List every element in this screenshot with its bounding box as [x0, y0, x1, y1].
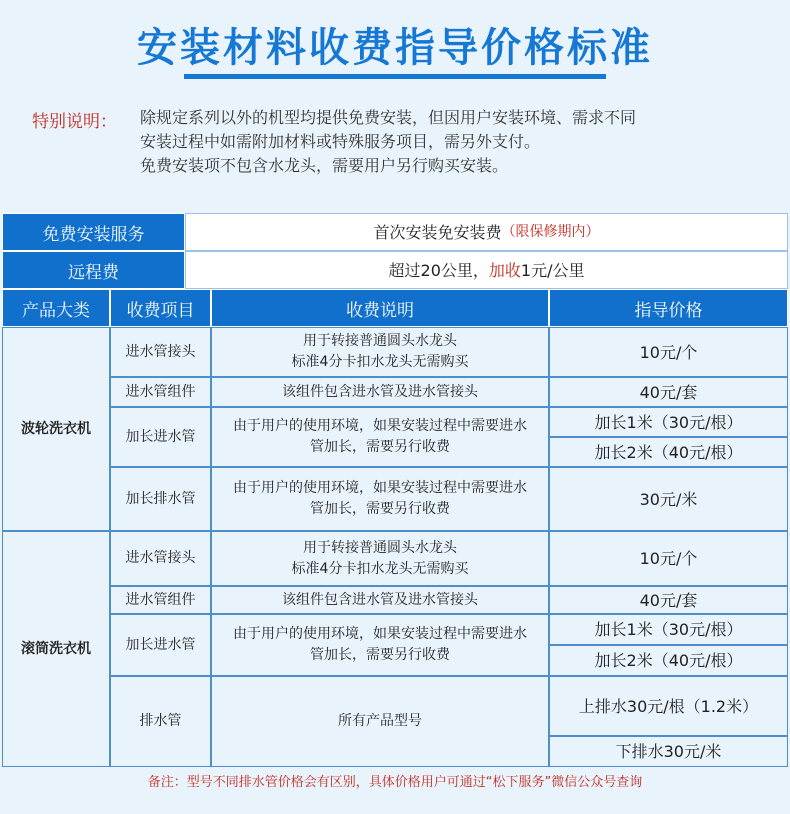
item-desc-line: 用于转接普通圆头水龙头 — [303, 333, 457, 349]
page-title: 安装材料收费指导价格标准 — [137, 25, 653, 71]
item-name: 加长进水管 — [110, 614, 211, 676]
item-price: 加长2米（40元/根） — [549, 645, 788, 676]
item-desc: 该组件包含进水管及进水管接头 — [211, 377, 549, 407]
item-desc-line: 由于用户的使用环境，如果安装过程中需要进水 — [233, 418, 527, 434]
column-header-item: 收费项目 — [110, 289, 211, 327]
item-desc — [211, 614, 549, 676]
item-desc-line: 标准4分卡扣水龙头无需购买 — [291, 354, 469, 370]
item-price: 加长2米（40元/根） — [549, 437, 788, 467]
item-name: 进水管接头 — [110, 531, 211, 586]
free-service-label: 免费安装服务 — [2, 213, 185, 251]
item-price: 40元/套 — [549, 586, 788, 614]
footer-note: 备注：型号不同排水管价格会有区别，具体价格用户可通过“松下服务”微信公众号查询 — [147, 775, 643, 790]
remote-fee-text-a: 超过20公里， — [388, 260, 489, 280]
item-name: 排水管 — [110, 676, 211, 767]
item-price: 上排水30元/根（1.2米） — [549, 676, 788, 736]
item-desc-line: 由于用户的使用环境，如果安装过程中需要进水 — [233, 480, 527, 496]
item-price: 10元/个 — [549, 531, 788, 586]
item-desc-line: 管加长，需要另行收费 — [310, 501, 450, 517]
column-header-desc: 收费说明 — [211, 289, 549, 327]
column-header-category: 产品大类 — [2, 289, 110, 327]
item-price: 40元/套 — [549, 377, 788, 407]
item-desc — [211, 327, 549, 377]
column-header-price: 指导价格 — [549, 289, 788, 327]
item-name: 进水管组件 — [110, 586, 211, 614]
item-price: 30元/米 — [549, 467, 788, 531]
item-desc — [211, 531, 549, 586]
remote-fee-value — [185, 251, 788, 289]
item-desc-line: 标准4分卡扣水龙头无需购买 — [291, 560, 469, 577]
item-price: 加长1米（30元/根） — [549, 407, 788, 437]
item-desc: 所有产品型号 — [211, 676, 549, 767]
special-note-line: 除规定系列以外的机型均提供免费安装，但因用户安装环境、需求不同 — [140, 108, 637, 127]
free-service-note: （限保修期内） — [501, 223, 600, 240]
free-service-value — [185, 213, 788, 251]
item-price: 加长1米（30元/根） — [549, 614, 788, 645]
remote-fee-label: 远程费 — [2, 251, 185, 289]
special-note-label: 特别说明： — [32, 112, 117, 132]
item-name: 进水管接头 — [110, 327, 211, 377]
remote-fee-text-b: 加收 — [488, 260, 521, 280]
item-desc-line: 由于用户的使用环境，如果安装过程中需要进水 — [233, 626, 527, 642]
item-desc — [211, 407, 549, 467]
category-cell: 滚筒洗衣机 — [2, 531, 110, 767]
item-desc-line: 管加长，需要另行收费 — [310, 439, 450, 455]
special-note-line: 免费安装项不包含水龙头，需要用户另行购买安装。 — [140, 156, 509, 175]
item-price: 10元/个 — [549, 327, 788, 377]
remote-fee-text-c: 1元/公里 — [520, 260, 585, 280]
item-desc: 该组件包含进水管及进水管接头 — [211, 586, 549, 614]
item-desc-line: 管加长，需要另行收费 — [310, 647, 450, 663]
item-name: 加长排水管 — [110, 467, 211, 531]
category-cell: 波轮洗衣机 — [2, 327, 110, 531]
item-name: 进水管组件 — [110, 377, 211, 407]
item-name: 加长进水管 — [110, 407, 211, 467]
title-underline — [184, 74, 606, 79]
item-price: 下排水30元/米 — [549, 736, 788, 767]
item-desc — [211, 467, 549, 531]
special-note-line: 安装过程中如需附加材料或特殊服务项目，需另外支付。 — [140, 132, 541, 151]
free-service-text: 首次安装免安装费 — [373, 222, 502, 242]
special-note-text — [140, 106, 636, 178]
item-desc-line: 用于转接普通圆头水龙头 — [303, 539, 457, 556]
